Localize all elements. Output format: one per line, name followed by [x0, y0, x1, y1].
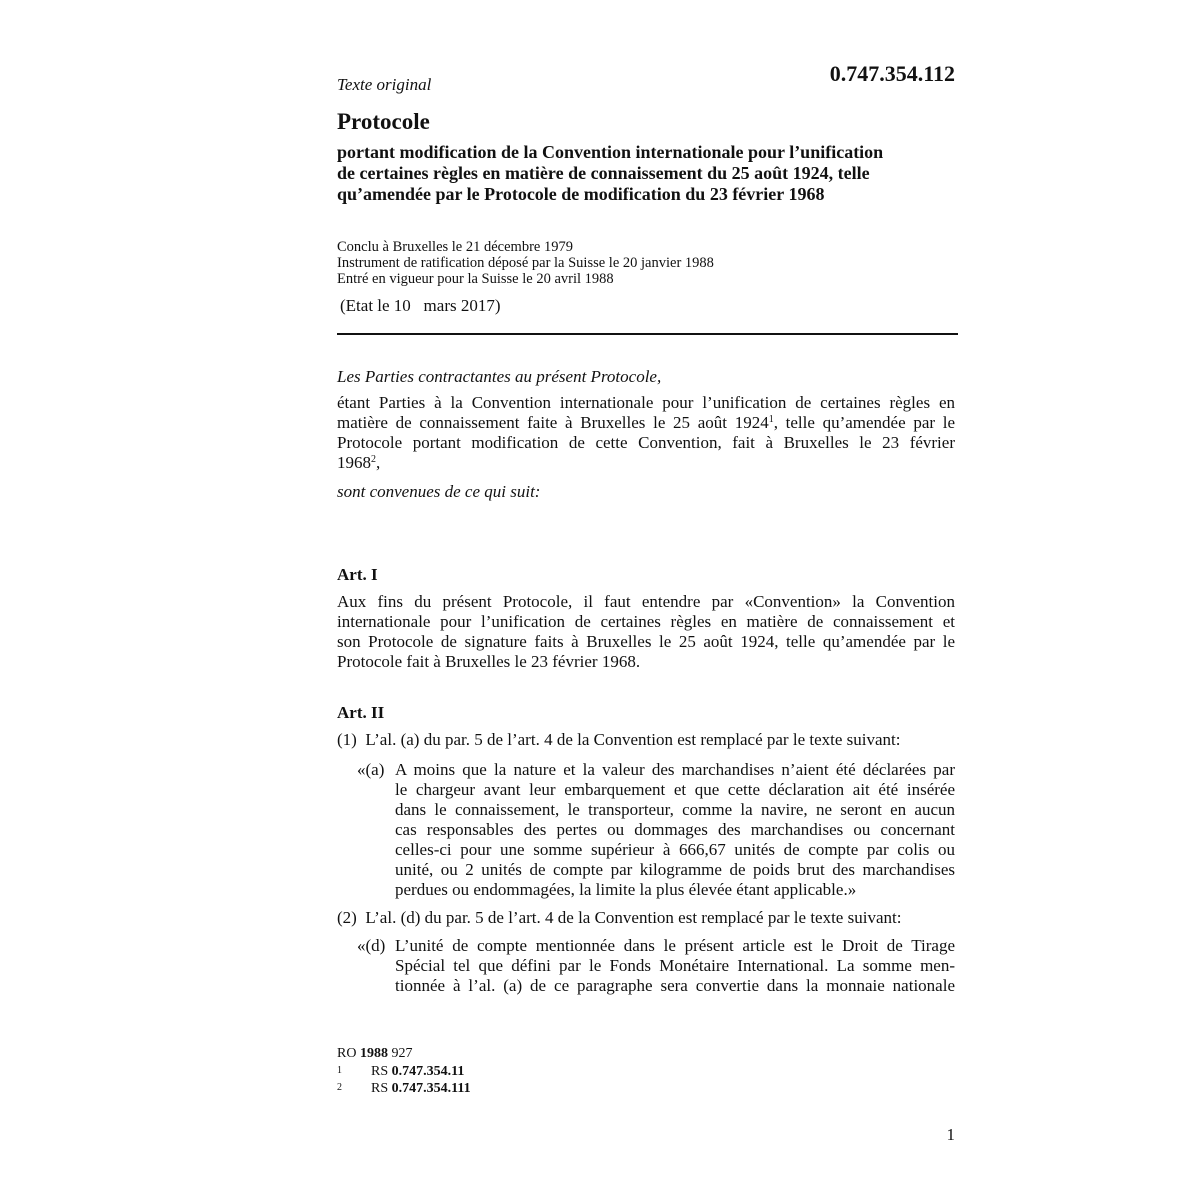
article-1-line: internationale pour l’unification de certaines règles en matière de connaissement et — [337, 612, 955, 631]
footnote-1-ref: 0.747.354.11 — [391, 1064, 465, 1079]
ratification-date: Instrument de ratification déposé par la Suisse le 20 janvier 1988 — [337, 255, 714, 271]
quote-d-line: Spécial tel que défini par le Fonds Monétaire International. La somme men- — [395, 956, 955, 975]
article-2-paragraph-1: (1) L’al. (a) du par. 5 de l’art. 4 de la Convention est remplacé par le texte suivant: — [337, 730, 901, 749]
document-title: Protocole — [337, 109, 430, 134]
article-1-line: son Protocole de signature faits à Bruxelles le 25 août 1924, telle qu’amendée par le — [337, 632, 955, 651]
quote-a-body — [395, 760, 955, 900]
quote-a-line: le chargeur avant leur embarquement et que cette déclaration ait été insérée — [395, 780, 955, 799]
article-2-paragraph-2: (2) L’al. (d) du par. 5 de l’art. 4 de la Convention est remplacé par le texte suivant: — [337, 908, 902, 927]
footnote-ref-2: 2 — [371, 454, 376, 465]
preamble-parties: Les Parties contractantes au présent Protocole, — [337, 367, 662, 386]
footnote-1-prefix: RS — [371, 1064, 389, 1079]
recital-line — [337, 413, 955, 433]
quote-d-body — [395, 936, 955, 996]
footnote-2-ref: 0.747.354.111 — [391, 1081, 471, 1096]
quote-a-line: dans le connaissement, le transporteur, comme la navire, ne seront en aucun — [395, 800, 955, 819]
article-1-body — [337, 592, 955, 672]
footnote-ref-1: 1 — [768, 414, 774, 425]
status-date: (Etat le 10 mars 2017) — [340, 296, 501, 315]
quote-a-line: A moins que la nature et la valeur des marchandises n’aient été déclarées par — [395, 760, 955, 779]
subtitle-line: portant modification de la Convention internationale pour l’unification — [337, 142, 884, 162]
footnote-1-mark: 1 — [337, 1065, 342, 1076]
header-divider — [337, 333, 958, 335]
footnote-1 — [371, 1064, 464, 1080]
recital-line: étant Parties à la Convention internationale pour l’unification de certaines règles en — [337, 393, 955, 412]
entry-into-force-date: Entré en vigueur pour la Suisse le 20 avril 1988 — [337, 271, 614, 287]
quote-d-line: L’unité de compte mentionnée dans le présent article est le Droit de Tirage — [395, 936, 955, 955]
metadata-block — [337, 239, 714, 287]
ro-reference — [337, 1046, 412, 1062]
subtitle-line: qu’amendée par le Protocole de modification du 23 février 1968 — [337, 184, 825, 204]
article-2-heading: Art. II — [337, 703, 385, 722]
quote-a-line: perdues ou endommagées, la limite la plus élevée étant applicable.» — [395, 880, 857, 899]
recital-text: 1968 — [337, 453, 371, 472]
recital-line: Protocole portant modification de cette Convention, fait à Bruxelles le 23 février — [337, 433, 955, 452]
ro-prefix: RO — [337, 1046, 357, 1061]
recital-text: , telle qu’amendée par le — [773, 413, 955, 432]
recital-line — [337, 453, 955, 473]
quote-a-line: unité, ou 2 unités de compte par kilogramme de poids brut des marchandises — [395, 860, 955, 879]
original-text-label: Texte original — [337, 75, 432, 94]
article-1-line: Protocole fait à Bruxelles le 23 février 1968. — [337, 652, 641, 671]
document-subtitle — [337, 142, 883, 205]
article-1-line: Aux fins du présent Protocole, il faut entendre par «Convention» la Convention — [337, 592, 955, 611]
quote-a-label: «(a) — [357, 760, 385, 779]
quote-a-line: cas responsables des pertes ou dommages des marchandises ou concernant — [395, 820, 955, 839]
footnote-2-mark: 2 — [337, 1082, 342, 1093]
quote-a-line: celles-ci pour une somme supérieur à 666,67 unités de compte par colis ou — [395, 840, 955, 859]
quote-d-label: «(d) — [357, 936, 386, 955]
preamble-agreed: sont convenues de ce qui suit: — [337, 482, 541, 501]
sr-number: 0.747.354.112 — [829, 61, 955, 86]
footnote-2-prefix: RS — [371, 1081, 389, 1096]
recital-text: matière de connaissement faite à Bruxelles le 25 août 1924 — [337, 413, 769, 432]
ro-page: 927 — [391, 1046, 413, 1061]
recital-text: , — [376, 453, 381, 472]
article-1-heading: Art. I — [337, 565, 378, 584]
concluded-date: Conclu à Bruxelles le 21 décembre 1979 — [337, 239, 573, 255]
quote-d-line: tionnée à l’al. (a) de ce paragraphe sera convertie dans la monnaie nationale — [395, 976, 955, 995]
page-number: 1 — [946, 1125, 955, 1144]
footnote-2 — [371, 1081, 471, 1097]
preamble-recital — [337, 393, 955, 473]
subtitle-line: de certaines règles en matière de connaissement du 25 août 1924, telle — [337, 163, 870, 183]
ro-year: 1988 — [359, 1046, 388, 1061]
